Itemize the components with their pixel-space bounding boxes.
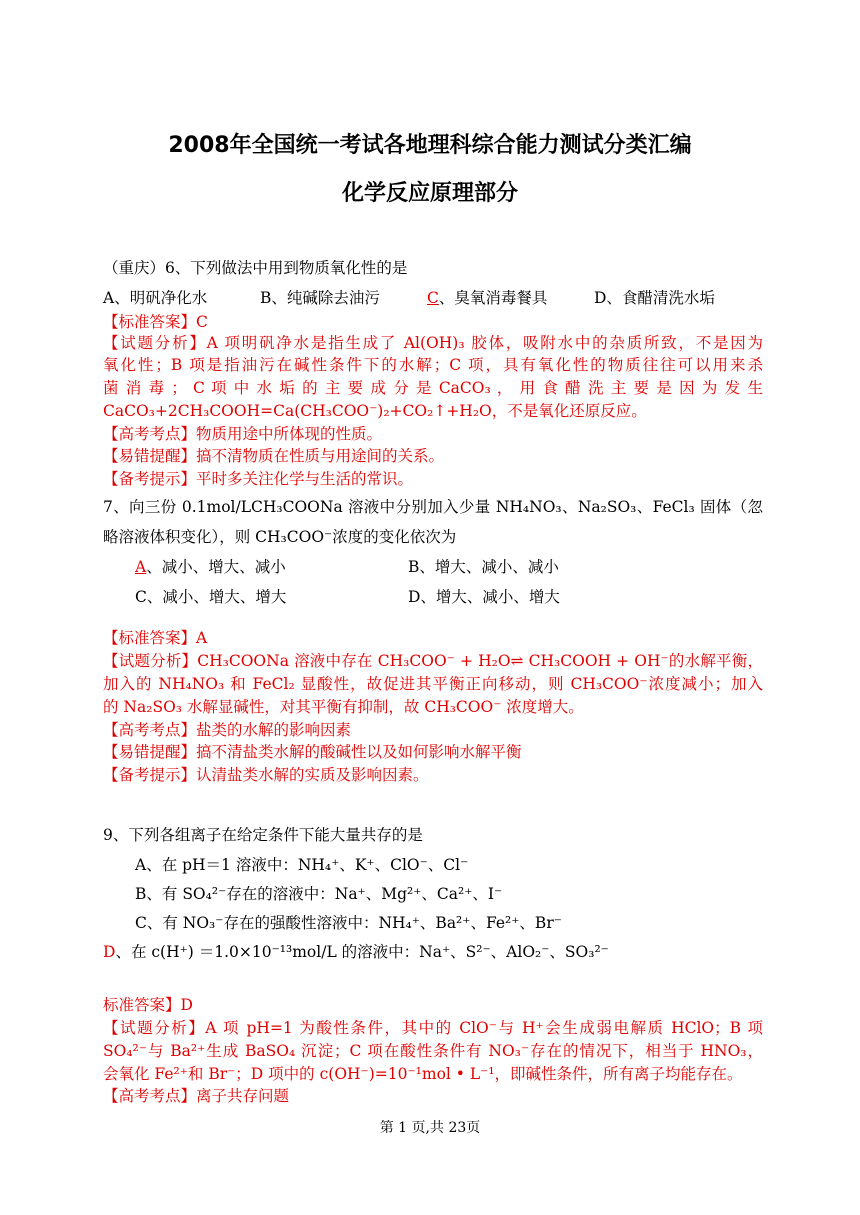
q6-answer: 【标准答案】C — [103, 313, 208, 331]
q7-option-b: B、增大、减小、减小 — [408, 558, 559, 576]
q7-answer: 【标准答案】A — [103, 629, 208, 647]
q7-analysis-line-3: 的 Na₂SO₃ 水解显碱性，对其平衡有抑制，故 CH₃COO⁻ 浓度增大。 — [103, 698, 584, 716]
q9-option-c: C、有 NO₃⁻存在的强酸性溶液中：NH₄⁺、Ba²⁺、Fe²⁺、Br⁻ — [135, 914, 562, 932]
q9-answer: 标准答案】D — [103, 996, 193, 1014]
q6-analysis-line-4: CaCO₃+2CH₃COOH=Ca(CH₃COO⁻)₂+CO₂↑+H₂O，不是氧化还原反应。 — [103, 402, 647, 420]
q7-option-a — [135, 557, 286, 577]
q7-option-d: D、增大、减小、增大 — [408, 588, 560, 606]
q6-mistake-note: 【易错提醒】搞不清物质在性质与用途间的关系。 — [103, 447, 445, 465]
q7-option-a-letter: A — [135, 558, 147, 576]
q9-option-d — [103, 942, 609, 962]
q6-stem: （重庆）6、下列做法中用到物质氧化性的是 — [103, 259, 408, 277]
q7-stem-line-2: 略溶液体积变化），则 CH₃COO⁻浓度的变化依次为 — [103, 528, 457, 546]
q9-option-b: B、有 SO₄²⁻存在的溶液中：Na⁺、Mg²⁺、Ca²⁺、I⁻ — [135, 885, 503, 903]
q9-option-d-letter: D — [103, 943, 116, 961]
q6-exam-point: 【高考考点】物质用途中所体现的性质。 — [103, 425, 383, 443]
q9-option-a: A、在 pH＝1 溶液中：NH₄⁺、K⁺、ClO⁻、Cl⁻ — [135, 856, 469, 874]
q6-option-c-text: 、臭氧消毒餐具 — [438, 289, 548, 307]
document-subtitle: 化学反应原理部分 — [341, 181, 518, 206]
q6-option-b: B、纯碱除去油污 — [260, 289, 380, 307]
q6-analysis-line-1: 【试题分析】A 项明矾净水是指生成了 Al(OH)₃ 胶体，吸附水中的杂质所致，不是因为 — [103, 334, 763, 352]
page-footer: 第 1 页,共 23页 — [379, 1120, 481, 1136]
q7-exam-point: 【高考考点】盐类的水解的影响因素 — [103, 721, 352, 739]
q6-option-d: D、食醋清洗水垢 — [594, 289, 715, 307]
q7-option-a-text: 、减小、增大、减小 — [146, 558, 286, 576]
q6-prep-tip: 【备考提示】平时多关注化学与生活的常识。 — [103, 470, 414, 488]
q6-analysis-line-2: 氧化性；B 项是指油污在碱性条件下的水解；C 项，具有氧化性的物质往往可以用来杀 — [103, 356, 763, 374]
q9-analysis-line-3: 会氧化 Fe²⁺和 Br⁻；D 项中的 c(OH⁻)=10⁻¹mol • L⁻¹，即碱性条件，所有离子均能存在。 — [103, 1065, 743, 1083]
q9-option-d-text: 、在 c(H⁺) ＝1.0×10⁻¹³mol/L 的溶液中：Na⁺、S²⁻、AlO₂⁻、SO₃²⁻ — [115, 943, 609, 961]
q6-option-a: A、明矾净化水 — [103, 289, 208, 307]
q9-stem: 9、下列各组离子在给定条件下能大量共存的是 — [103, 826, 423, 844]
q7-mistake-note: 【易错提醒】搞不清盐类水解的酸碱性以及如何影响水解平衡 — [103, 743, 522, 761]
q6-option-c-letter: C — [427, 289, 439, 307]
q9-exam-point: 【高考考点】离子共存问题 — [103, 1087, 290, 1105]
q7-prep-tip: 【备考提示】认清盐类水解的实质及影响因素。 — [103, 766, 429, 784]
q9-analysis-line-1: 【试题分析】A 项 pH=1 为酸性条件，其中的 ClO⁻与 H⁺会生成弱电解质 HClO；B 项 — [103, 1019, 763, 1037]
q7-option-c: C、减小、增大、增大 — [135, 588, 287, 606]
q7-analysis-line-2: 加入的 NH₄NO₃ 和 FeCl₂ 显酸性，故促进其平衡正向移动，则 CH₃COO⁻浓度减小；加入 — [103, 675, 763, 693]
q7-stem-line-1: 7、向三份 0.1mol/LCH₃COONa 溶液中分别加入少量 NH₄NO₃、Na₂SO₃、FeCl₃ 固体（忽 — [103, 498, 763, 516]
q7-analysis-line-1: 【试题分析】CH₃COONa 溶液中存在 CH₃COO⁻ + H₂O⇌ CH₃COOH + OH⁻的水解平衡， — [103, 652, 763, 670]
document-title: 2008年全国统一考试各地理科综合能力测试分类汇编 — [168, 133, 692, 158]
q6-analysis-line-3: 菌 消 毒 ； C 项 中 水 垢 的 主 要 成 分 是 CaCO₃ ， 用 食 醋 洗 主 要 是 因 为 发 生 — [103, 379, 763, 397]
q9-analysis-line-2: SO₄²⁻与 Ba²⁺生成 BaSO₄ 沉淀；C 项在酸性条件有 NO₃⁻存在的情况下，相当于 HNO₃， — [103, 1042, 763, 1060]
q6-option-c — [427, 288, 547, 308]
